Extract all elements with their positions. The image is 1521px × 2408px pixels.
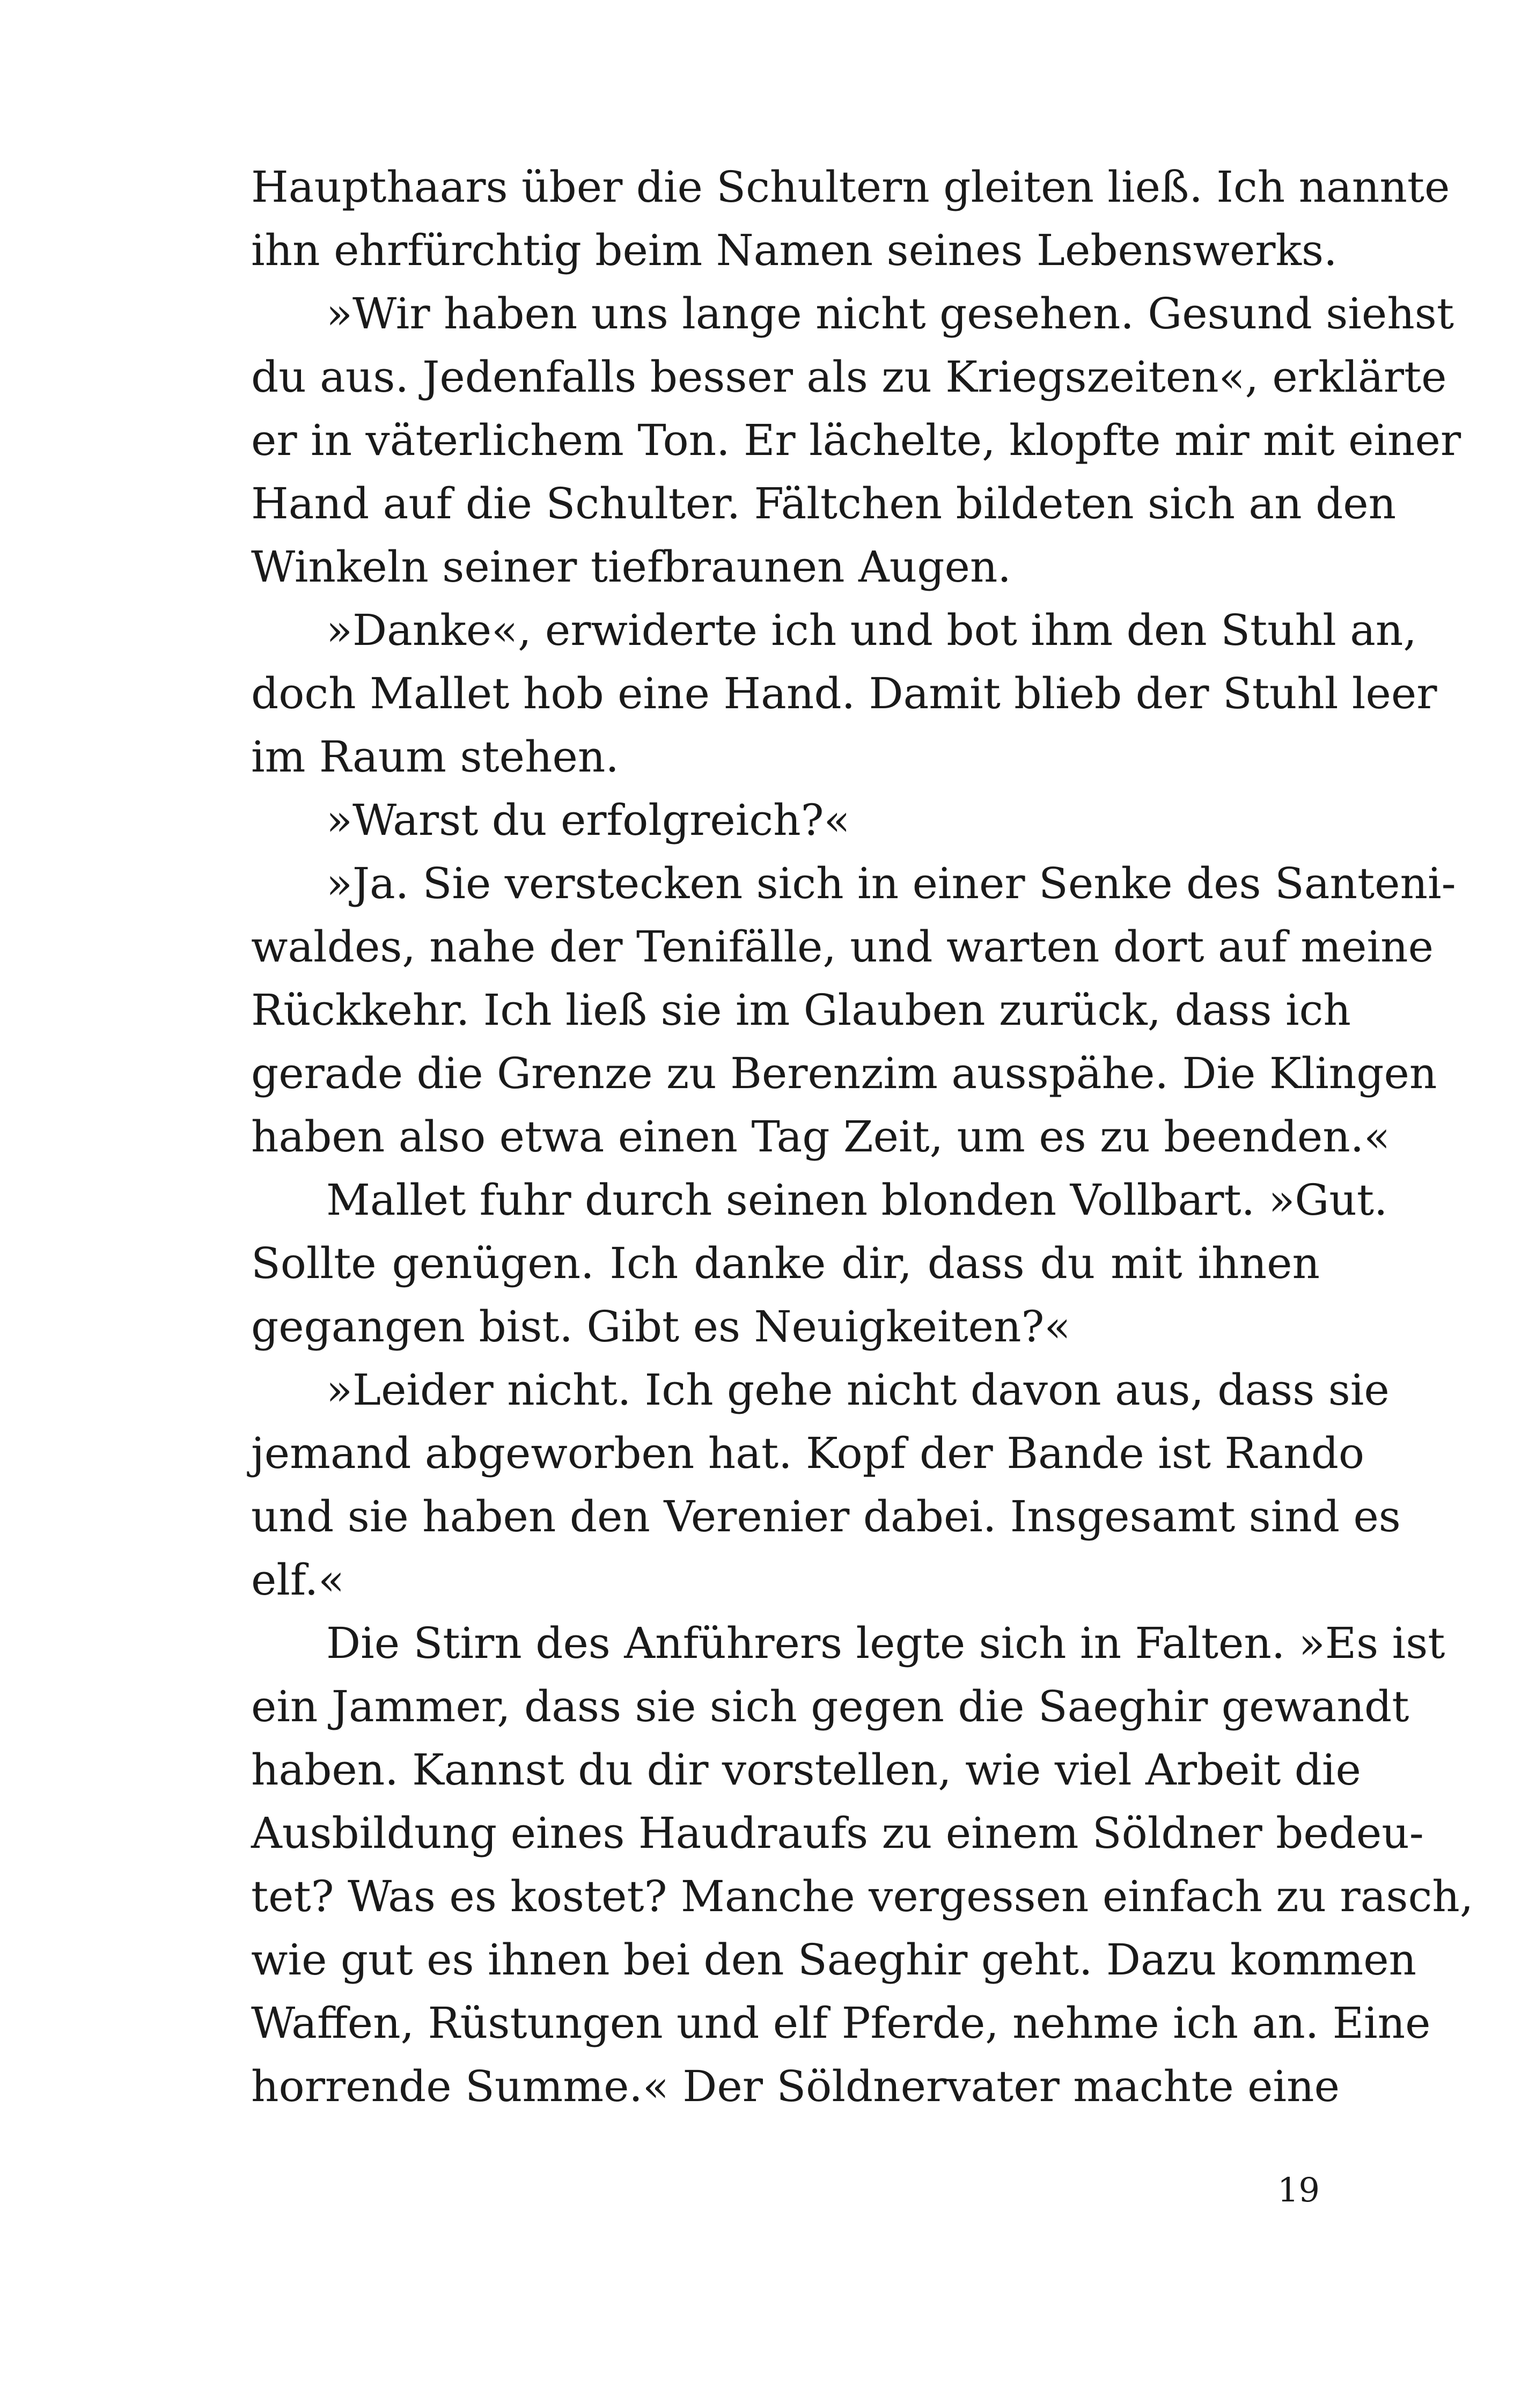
text-line: Sollte genügen. Ich danke dir, dass du mit ihnen: [251, 1238, 1320, 1288]
page-number: 19: [1277, 2170, 1320, 2209]
text-line: Rückkehr. Ich ließ sie im Glauben zurück, dass ich: [251, 985, 1351, 1035]
text-line: »Wir haben uns lange nicht gesehen. Gesund siehst: [326, 289, 1454, 339]
text-line: elf.«: [251, 1555, 345, 1605]
text-line: Waffen, Rüstungen und elf Pferde, nehme ich an. Eine: [251, 1998, 1431, 2048]
text-line: und sie haben den Verenier dabei. Insgesamt sind es: [251, 1492, 1401, 1541]
text-line: Haupthaars über die Schultern gleiten ließ. Ich nannte: [251, 162, 1450, 212]
text-line: ein Jammer, dass sie sich gegen die Saeghir gewandt: [251, 1682, 1409, 1731]
text-line: doch Mallet hob eine Hand. Damit blieb der Stuhl leer: [251, 669, 1437, 718]
text-line: jemand abgeworben hat. Kopf der Bande ist Rando: [251, 1428, 1365, 1478]
text-line: er in väterlichem Ton. Er lächelte, klopfte mir mit einer: [251, 415, 1461, 465]
text-line: haben. Kannst du dir vorstellen, wie viel Arbeit die: [251, 1745, 1361, 1795]
text-line: Hand auf die Schulter. Fältchen bildeten sich an den: [251, 479, 1397, 528]
text-line: Mallet fuhr durch seinen blonden Vollbart. »Gut.: [326, 1175, 1388, 1225]
text-line: wie gut es ihnen bei den Saeghir geht. Dazu kommen: [251, 1935, 1417, 1985]
text-line: gerade die Grenze zu Berenzim ausspähe. Die Klingen: [251, 1048, 1437, 1098]
text-line: tet? Was es kostet? Manche vergessen einfach zu rasch,: [251, 1871, 1474, 1921]
text-line: »Leider nicht. Ich gehe nicht davon aus, dass sie: [326, 1365, 1390, 1415]
text-line: gegangen bist. Gibt es Neuigkeiten?«: [251, 1302, 1071, 1352]
text-line: »Warst du erfolgreich?«: [326, 795, 850, 845]
text-line: Ausbildung eines Haudraufs zu einem Söldner bedeu-: [251, 1808, 1424, 1858]
text-line: waldes, nahe der Tenifälle, und warten dort auf meine: [251, 922, 1434, 972]
text-line: haben also etwa einen Tag Zeit, um es zu beenden.«: [251, 1112, 1391, 1162]
text-line: ihn ehrfürchtig beim Namen seines Lebenswerks.: [251, 225, 1338, 275]
text-line: du aus. Jedenfalls besser als zu Kriegszeiten«, erklärte: [251, 352, 1447, 402]
body-text: [251, 156, 1474, 2118]
text-line: »Ja. Sie verstecken sich in einer Senke des Santeni-: [326, 858, 1456, 908]
text-line: horrende Summe.« Der Söldnervater machte eine: [251, 2061, 1340, 2111]
text-line: Winkeln seiner tiefbraunen Augen.: [251, 542, 1011, 592]
text-line: Die Stirn des Anführers legte sich in Falten. »Es ist: [326, 1618, 1445, 1668]
text-line: im Raum stehen.: [251, 732, 619, 782]
text-line: »Danke«, erwiderte ich und bot ihm den Stuhl an,: [326, 605, 1417, 655]
